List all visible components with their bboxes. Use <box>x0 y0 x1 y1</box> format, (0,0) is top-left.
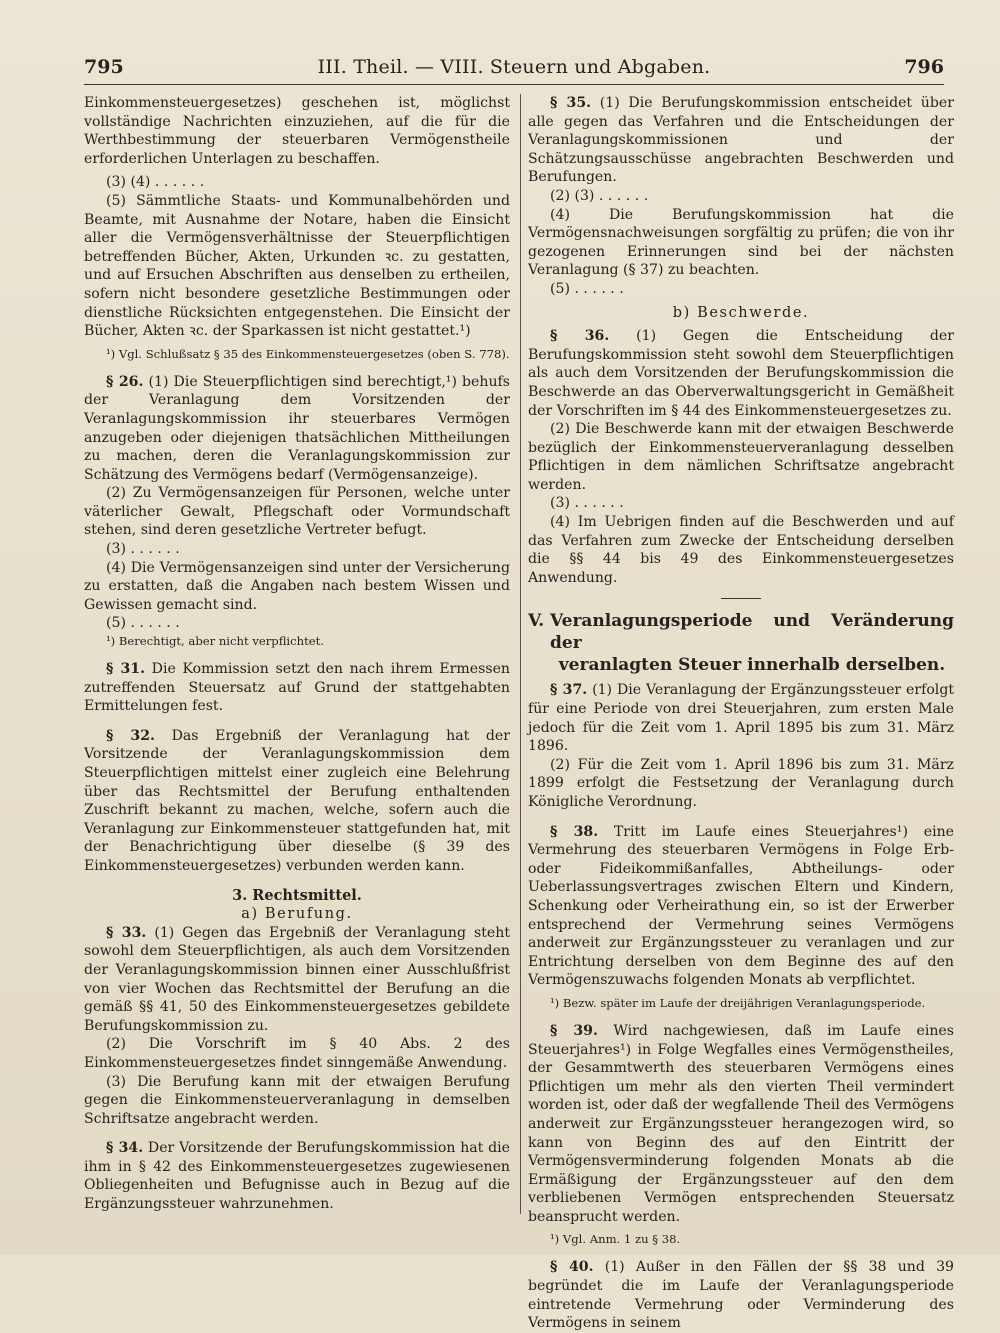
section-text: (1) Außer in den Fällen der §§ 38 und 39 begründet die im Laufe der Veranlagungsperiode eintretende Vermehrung oder Verminderung des Vermögens in seinem <box>528 1259 955 1332</box>
section-40 <box>528 1258 954 1332</box>
section-33 <box>84 924 510 1036</box>
paragraph: (3) Die Berufung kann mit der etwaigen Berufung gegen die Einkommensteuerveranlagung in demselben Schriftsatze angebracht werden. <box>84 1073 510 1127</box>
section-number: § 31. <box>106 661 145 678</box>
section-26 <box>84 373 510 485</box>
chapter-title-line-1: Veranlagungsperiode und Veränderung der <box>550 611 954 654</box>
section-text: (1) Die Steuerpflichtigen sind berechtigt,¹) behufs der Veranlagung dem Vorsitzenden der Veranlagungskommission ihr steuerbares Vermögen anzugeben oder diejenigen thatsächlichen Mittheilungen zu machen, deren die Veranlagungskommission zur Schätzung des Vermögens bedarf (Vermögensanzeige). <box>84 373 511 483</box>
chapter-number: V. <box>528 611 545 632</box>
footnote: ¹) Bezw. später im Laufe der dreijährigen Veranlagungsperiode. <box>550 995 926 1010</box>
paragraph-omitted: (3) . . . . . . <box>106 541 180 558</box>
section-text: Wird nachgewiesen, daß im Laufe eines Steuerjahres¹) in Folge Wegfalles eines Vermögenstheiles, der Gesammtwerth des steuerbaren Vermögens eines Pflichtigen um mehr als den vierten Theil vermindert worden ist, oder daß der wegfallende Theil des Vermögens anderweit zur Ergänzungssteuer herangezogen wird, so kann von Beginn des auf den Eintritt der Vermögensverminderung folgenden Monats ab die Ermäßigung der Ergänzungssteuer auf den dem verbliebenen Vermögen entsprechenden Steuersatz beansprucht werden. <box>528 1022 955 1225</box>
page-number-left: 795 <box>84 56 124 78</box>
paragraph: Einkommensteuergesetzes) geschehen ist, möglichst vollständige Nachrichten einzuziehen, auf die für die Werthbestimmung der steuerbaren Vermögenstheile erforderlichen Unterlagen zu beschaffen. <box>84 95 510 167</box>
paragraph-omitted: (3) . . . . . . <box>550 495 624 512</box>
section-text: (1) Gegen die Entscheidung der Berufungskommission steht sowohl dem Steuerpflichtigen als auch dem Vorsitzenden der Berufungskommission die Beschwerde an das Oberverwaltungsgericht in Gemäßheit der Vorschriften im § 44 des Einkommensteuergesetzes zu. <box>528 328 955 419</box>
section-number: § 40. <box>550 1259 594 1276</box>
left-column <box>84 94 510 1219</box>
paragraph-omitted: (3) (4) . . . . . . <box>106 174 205 191</box>
heading-berufung: a) Berufung. <box>241 906 353 923</box>
section-number: § 32. <box>106 727 155 744</box>
column-divider <box>520 94 521 1214</box>
section-number: § 26. <box>106 373 144 390</box>
section-35 <box>528 94 954 187</box>
section-number: § 33. <box>106 924 147 941</box>
section-32 <box>84 727 510 876</box>
section-text: Der Vorsitzende der Berufungskommission hat die ihm in § 42 des Einkommensteuergesetzes zugewiesenen Obliegenheiten und Befugnisse auch in Bezug auf die Ergänzungssteuer wahrzunehmen. <box>84 1140 510 1213</box>
section-38 <box>528 823 954 990</box>
section-39 <box>528 1022 954 1227</box>
right-column <box>528 94 955 1332</box>
section-number: § 34. <box>106 1140 144 1157</box>
section-text: Tritt im Laufe eines Steuerjahres¹) eine Vermehrung des steuerbaren Vermögens in Folge Erb- oder Fideikommißanfalles, Abtheilungs- oder Ueberlassungsvertrages zwischen Eltern und Kindern, Schenkung oder Verheirathung ein, so ist der Erwerber entsprechend der Vermehrung seines Vermögens anderweit zur Ergänzungssteuer zu veranlagen und zur Entrichtung derselben von dem Beginne des auf den Vermögenszuwachs folgenden Monats ab verpflichtet. <box>528 823 954 989</box>
paragraph: (2) Für die Zeit vom 1. April 1896 bis zum 31. März 1899 erfolgt die Festsetzung der Veranlagung durch Königliche Verordnung. <box>528 756 954 810</box>
footnote: ¹) Berechtigt, aber nicht verpflichtet. <box>106 634 324 649</box>
page-number-right: 796 <box>904 56 944 78</box>
paragraph: (2) Die Beschwerde kann mit der etwaigen Beschwerde bezüglich der Einkommensteuerveranlagung desselben Pflichtigen in dem nämlichen Schriftsatze angebracht werden. <box>528 421 954 493</box>
section-text: (1) Die Berufungskommission entscheidet über alle gegen das Verfahren und die Entscheidungen der Veranlagungskommissionen und der Schätzungsausschüsse angebrachten Beschwerden und Berufungen. <box>528 95 954 186</box>
footnote: ¹) Vgl. Schlußsatz § 35 des Einkommensteuergesetzes (oben S. 778). <box>106 346 510 361</box>
running-header <box>84 56 944 85</box>
paragraph: (5) Sämmtliche Staats- und Kommunalbehörden und Beamte, mit Ausnahme der Notare, haben die Einsicht aller die Vermögensverhältnisse der Steuerpflichtigen betreffenden Bücher, Akten, Urkunden ꝛc. zu gestatten, und auf Ersuchen Abschriften aus denselben zu ertheilen, sofern nicht besondere gesetzliche Bestimmungen oder dienstliche Rücksichten entgegenstehen. Die Einsicht der Bücher, Akten ꝛc. der Sparkassen ist nicht gestattet.¹) <box>84 192 510 340</box>
paragraph: (4) Im Uebrigen finden auf die Beschwerden und auf das Verfahren zum Zwecke der Entscheidung derselben die §§ 44 bis 49 des Einkommensteuergesetzes Anwendung. <box>528 514 954 586</box>
paragraph: (2) Zu Vermögensanzeigen für Personen, welche unter väterlicher Gewalt, Pflegschaft oder Vormundschaft stehen, sind deren gesetzliche Vertreter befugt. <box>84 485 510 539</box>
chapter-title-line-2: veranlagten Steuer innerhalb derselben. <box>558 655 946 676</box>
section-text: Das Ergebniß der Veranlagung hat der Vorsitzende der Veranlagungskommission dem Steuerpflichtigen mittelst einer zugleich eine Belehrung über das Rechtsmittel der Berufung enthaltenden Zuschrift bekannt zu machen, welche, sofern auch die Veranlagung zur Einkommensteuer stattgefunden hat, mit der Benachrichtigung über dieselbe (§ 39 des Einkommensteuergesetzes) verbunden werden kann. <box>84 727 510 874</box>
paragraph: (2) Die Vorschrift im § 40 Abs. 2 des Einkommensteuergesetzes findet sinngemäße Anwendung. <box>84 1036 510 1071</box>
chapter-heading-v <box>528 610 954 676</box>
section-number: § 37. <box>550 682 588 699</box>
paragraph-omitted: (5) . . . . . . <box>106 615 180 632</box>
section-37 <box>528 681 954 755</box>
section-number: § 36. <box>550 328 610 345</box>
section-36 <box>528 327 954 420</box>
paragraph: (4) Die Berufungskommission hat die Vermögensnachweisungen sorgfältig zu prüfen; die von ihr gezogenen Erinnerungen sind bei der nächsten Veranlagung (§ 37) zu beachten. <box>528 206 954 279</box>
paragraph-omitted: (5) . . . . . . <box>550 280 624 297</box>
section-number: § 38. <box>550 823 599 840</box>
heading-beschwerde: b) Beschwerde. <box>672 304 810 321</box>
paragraph: (4) Die Vermögensanzeigen sind unter der Versicherung zu erstatten, daß die Angaben nach bestem Wissen und Gewissen gemacht sind. <box>84 559 510 613</box>
footnote: ¹) Vgl. Anm. 1 zu § 38. <box>550 1232 681 1247</box>
section-number: § 39. <box>550 1022 598 1039</box>
heading-rechtsmittel: 3. Rechtsmittel. <box>232 886 362 904</box>
section-number: § 35. <box>550 95 592 111</box>
section-31 <box>84 660 510 716</box>
running-title: III. Theil. — VIII. Steuern und Abgaben. <box>317 56 711 78</box>
section-text: (1) Gegen das Ergebniß der Veranlagung steht sowohl dem Steuerpflichtigen, als auch dem Vorsitzenden der Veranlagungskommission binnen einer Ausschlußfrist von vier Wochen das Rechtsmittel der Berufung an die gemäß §§ 41, 50 des Einkommensteuergesetzes gebildete Berufungskommission zu. <box>84 924 511 1034</box>
section-text: Die Kommission setzt den nach ihrem Ermessen zutreffenden Steuersatz auf Grund der stattgehabten Ermittelungen fest. <box>84 661 511 715</box>
section-34 <box>84 1139 510 1213</box>
section-text: (1) Die Veranlagung der Ergänzungssteuer erfolgt für eine Periode von drei Steuerjahren, zum ersten Male jedoch für die Zeit vom 1. April 1895 bis zum 31. März 1896. <box>528 682 954 755</box>
paragraph-omitted: (2) (3) . . . . . . <box>550 187 649 204</box>
